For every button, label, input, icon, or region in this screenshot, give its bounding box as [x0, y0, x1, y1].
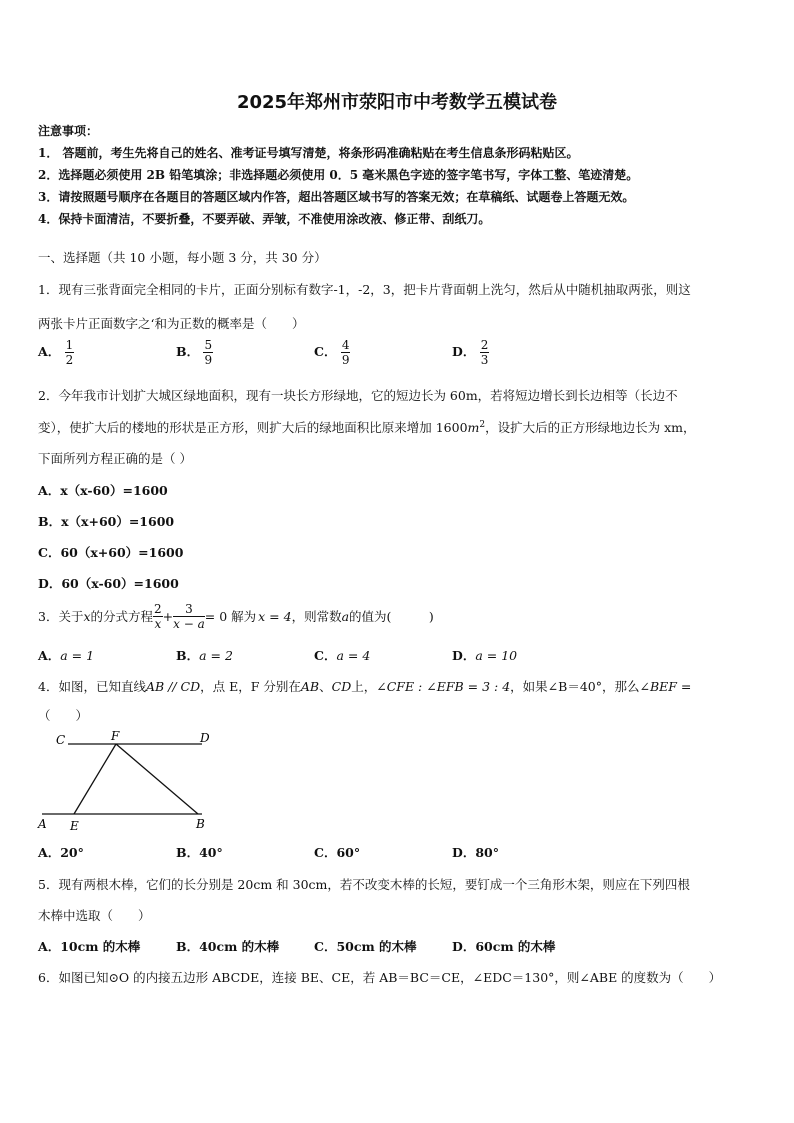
- q1-line2: 两张卡片正面数字之‘和为正数的概率是（ ）: [38, 316, 305, 331]
- q1-option-c[interactable]: C． $\frac{4}{9}$: [314, 338, 350, 367]
- notice-item-3: 3．请按照题号顺序在各题目的答题区域内作答，超出答题区域书写的答案无效；在草稿纸、试题卷上答题无效。: [38, 190, 635, 204]
- page-title: 2025年郑州市荥阳市中考数学五模试卷: [236, 92, 558, 113]
- q2-line1: 2．今年我市计划扩大城区绿地面积，现有一块长方形绿地，它的短边长为 60m，若将短边增长到长边相等（长边不: [38, 388, 678, 403]
- notice-item-4: 4．保持卡面清洁，不要折叠，不要弄破、弄皱，不准使用涂改液、修正带、刮纸刀。: [38, 212, 491, 226]
- q1-line1: 1．现有三张背面完全相同的卡片，正面分别标有数字-1，-2，3，把卡片背面朝上洗匀，然后从中随机抽取两张，则这: [38, 282, 691, 297]
- label-f: F: [111, 729, 120, 743]
- q4-option-c[interactable]: C．60°: [314, 845, 361, 860]
- fraction: $\frac{5}{9}$: [204, 338, 213, 367]
- q3-option-b[interactable]: B．a = 2: [176, 648, 233, 663]
- q5-option-b[interactable]: B．40cm 的木棒: [176, 939, 280, 954]
- q3-option-c[interactable]: C．a = 4: [314, 648, 371, 663]
- fraction: $\frac{3}{x - a}$: [173, 601, 205, 631]
- q3-option-d[interactable]: D．a = 10: [452, 648, 518, 663]
- label-d: D: [200, 731, 210, 745]
- q3-option-a[interactable]: A．a = 1: [38, 648, 95, 663]
- q2-option-b[interactable]: B．x（x+60）=1600: [38, 514, 175, 529]
- label-c: C: [56, 733, 66, 747]
- q2-option-c[interactable]: C．60（x+60）=1600: [38, 545, 184, 560]
- q2-line2: 变），使扩大后的楼地的形状是正方形，则扩大后的绿地面积比原来增加 $1600m^2$，设扩大后的正方形绿地边长为 xm，: [38, 419, 696, 435]
- segment-fe: [74, 744, 116, 814]
- q5-option-a[interactable]: A．10cm 的木棒: [38, 939, 141, 954]
- q5-option-d[interactable]: D．60cm 的木棒: [452, 939, 556, 954]
- notice-item-1: 1． 答题前，考生先将自己的姓名、准考证号填写清楚，将条形码准确粘贴在考生信息条形码粘贴区。: [38, 146, 579, 160]
- fraction: $\frac{2}{x}$: [154, 601, 162, 631]
- segment-fb: [116, 744, 198, 814]
- q3-line: 3．关于 x 的分式方程 $\frac{2}{x}$ + $\frac{3}{x - a}$ = 0 解为 x = 4 ，则常数 a 的值为( ): [38, 601, 434, 631]
- q4-option-a[interactable]: A．20°: [38, 845, 84, 860]
- q5-option-c[interactable]: C．50cm 的木棒: [314, 939, 417, 954]
- q4-option-b[interactable]: B．40°: [176, 845, 223, 860]
- q1-option-b[interactable]: B． $\frac{5}{9}$: [176, 338, 213, 367]
- q4-option-d[interactable]: D．80°: [452, 845, 499, 860]
- q5-line2: 木棒中选取（ ）: [38, 908, 151, 923]
- fraction: $\frac{4}{9}$: [341, 338, 350, 367]
- q1-option-a[interactable]: A． $\frac{1}{2}$: [38, 338, 74, 367]
- q1-option-d[interactable]: D． $\frac{2}{3}$: [452, 338, 489, 367]
- q2-option-d[interactable]: D．60（x-60）=1600: [38, 576, 179, 591]
- q4-line1: 4．如图，已知直线AB // CD，点 E，F 分别在AB、CD上，∠CFE : ∠EFB = 3 : 4，如果∠B＝40°，那么∠BEF =: [38, 679, 692, 694]
- q6-line1: 6．如图已知⊙O 的内接五边形 ABCDE，连接 BE、CE，若 AB＝BC＝CE，∠EDC＝130°，则∠ABE 的度数为（ ）: [38, 970, 722, 985]
- notice-item-2: 2．选择题必须使用 2B 铅笔填涂；非选择题必须使用 0．5 毫米黑色字迹的签字笔书写，字体工整、笔迹清楚。: [38, 168, 639, 182]
- q5-line1: 5．现有两根木棒，它们的长分别是 20cm 和 30cm，若不改变木棒的长短，要钉成一个三角形木架，则应在下列四根: [38, 877, 690, 892]
- fraction: $\frac{1}{2}$: [65, 338, 74, 367]
- section-heading: 一、选择题（共 10 小题，每小题 3 分，共 30 分）: [38, 250, 327, 265]
- q2-option-a[interactable]: A．x（x-60）=1600: [38, 483, 168, 498]
- notice-heading: 注意事项：: [38, 124, 99, 138]
- label-b: B: [196, 817, 205, 831]
- label-a: A: [38, 817, 47, 831]
- label-e: E: [70, 819, 79, 833]
- q2-line3: 下面所列方程正确的是（ ）: [38, 451, 192, 466]
- q4-figure: [32, 728, 222, 836]
- fraction: $\frac{2}{3}$: [480, 338, 489, 367]
- q4-line2: （ ）: [38, 708, 89, 723]
